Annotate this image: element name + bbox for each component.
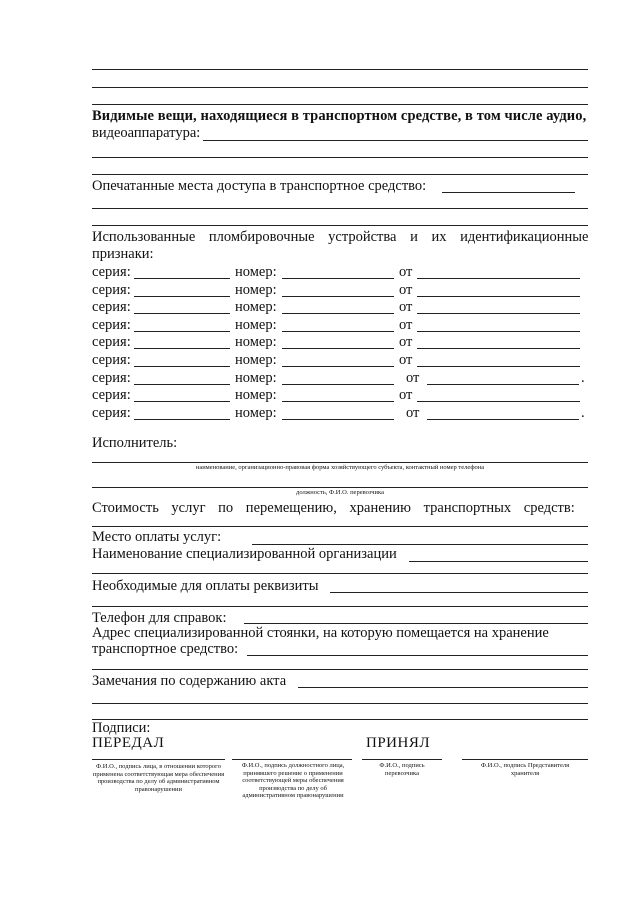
sealed-places-label: Опечатанные места доступа в транспортное средство:	[92, 178, 427, 194]
seal-row	[92, 405, 588, 422]
seal-number-label: номер:	[235, 264, 277, 280]
seal-row	[92, 282, 588, 299]
seal-number-field[interactable]	[282, 313, 394, 314]
seal-date-label: от	[399, 387, 413, 404]
blank-line[interactable]	[92, 573, 588, 574]
signature-line-official[interactable]	[232, 759, 352, 760]
remarks-field[interactable]	[298, 687, 588, 688]
seal-date-label: от	[399, 316, 413, 333]
seal-date-field[interactable]	[417, 331, 580, 332]
signatures-label: Подписи:	[92, 720, 151, 736]
phone-field[interactable]	[244, 623, 588, 624]
parking-address-label-line2: транспортное средство:	[92, 641, 239, 657]
received-label: ПРИНЯЛ	[366, 735, 431, 751]
seal-date-label: от	[399, 264, 413, 280]
seal-series-label: серия:	[92, 387, 131, 404]
seal-date-label: от	[399, 352, 413, 368]
seal-date-field[interactable]	[417, 313, 580, 314]
seal-date-field[interactable]	[417, 401, 580, 402]
parking-address-field[interactable]	[247, 655, 588, 656]
seal-number-label: номер:	[235, 316, 277, 333]
seal-date-field[interactable]	[427, 419, 579, 420]
signature-line-keeper[interactable]	[462, 759, 588, 760]
visible-items-label-line2: видеоаппаратура:	[92, 125, 201, 141]
cost-label: Стоимость услуг по перемещению, хранению транспортных средств:	[92, 500, 575, 516]
seal-date-label: от	[406, 404, 420, 421]
seal-date-label: от	[406, 369, 420, 386]
seal-number-field[interactable]	[282, 278, 394, 279]
seal-series-field[interactable]	[134, 366, 230, 367]
blank-line[interactable]	[92, 208, 588, 209]
blank-line[interactable]	[92, 225, 588, 226]
seal-number-label: номер:	[235, 281, 277, 298]
seal-number-field[interactable]	[282, 296, 394, 297]
signature-line-violator[interactable]	[92, 759, 225, 760]
signature-caption-official: Ф.И.О., подпись должностного лица, принявшего решение о применении соответствующей меры обеспечения производства по делу об административном правонарушении	[241, 762, 345, 799]
requisites-label: Необходимые для оплаты реквизиты	[92, 578, 319, 594]
seal-series-field[interactable]	[134, 348, 230, 349]
seal-row-end-dot: .	[581, 404, 585, 421]
seal-row	[92, 370, 588, 387]
seal-series-field[interactable]	[134, 331, 230, 332]
seal-series-field[interactable]	[134, 384, 230, 385]
seal-series-label: серия:	[92, 281, 131, 298]
seal-row	[92, 334, 588, 351]
seal-row	[92, 317, 588, 334]
executor-label: Исполнитель:	[92, 435, 178, 451]
seal-row	[92, 352, 588, 369]
seal-date-field[interactable]	[427, 384, 579, 385]
seal-date-label: от	[399, 281, 413, 298]
executor-caption-1: наименование, организационно-правовая форма хозяйствующего субъекта, контактный номер телефона	[195, 464, 485, 471]
blank-line[interactable]	[92, 719, 588, 720]
remarks-label: Замечания по содержанию акта	[92, 673, 287, 689]
seal-series-field[interactable]	[134, 313, 230, 314]
signature-line-carrier[interactable]	[362, 759, 442, 760]
seal-series-field[interactable]	[134, 296, 230, 297]
seal-date-field[interactable]	[417, 348, 580, 349]
seal-date-field[interactable]	[417, 366, 580, 367]
signature-caption-carrier: Ф.И.О., подпись перевозчика	[379, 762, 425, 777]
seal-number-field[interactable]	[282, 366, 394, 367]
seal-series-label: серия:	[92, 369, 131, 386]
org-name-label: Наименование специализированной организации	[92, 546, 397, 562]
seal-series-field[interactable]	[134, 401, 230, 402]
seal-number-label: номер:	[235, 404, 277, 421]
handed-label: ПЕРЕДАЛ	[92, 735, 165, 751]
seal-number-label: номер:	[235, 369, 277, 386]
seal-number-label: номер:	[235, 299, 277, 316]
seal-devices-label-line1: Использованные пломбировочные устройства и их идентификационные	[92, 229, 589, 245]
visible-items-field[interactable]	[203, 140, 588, 141]
blank-line[interactable]	[92, 174, 588, 175]
seal-series-field[interactable]	[134, 278, 230, 279]
phone-label: Телефон для справок:	[92, 610, 227, 626]
seal-series-label: серия:	[92, 316, 131, 333]
seal-series-label: серия:	[92, 404, 131, 421]
visible-items-label-line1: Видимые вещи, находящиеся в транспортном средстве, в том числе аудио,	[92, 108, 587, 124]
cost-field[interactable]	[92, 526, 588, 527]
seal-number-field[interactable]	[282, 331, 394, 332]
requisites-field[interactable]	[330, 592, 588, 593]
blank-line[interactable]	[92, 157, 588, 158]
executor-caption-2: должность, Ф.И.О. перевозчика	[296, 489, 384, 496]
parking-address-label-line1: Адрес специализированной стоянки, на которую помещается на хранение	[92, 625, 549, 641]
seal-number-label: номер:	[235, 334, 277, 351]
seal-number-label: номер:	[235, 387, 277, 404]
seal-date-label: от	[399, 299, 413, 316]
blank-line[interactable]	[92, 669, 588, 670]
blank-line[interactable]	[92, 606, 588, 607]
seal-series-label: серия:	[92, 334, 131, 351]
seal-row-end-dot: .	[581, 369, 585, 386]
seal-date-field[interactable]	[417, 278, 580, 279]
signature-caption-violator: Ф.И.О., подпись лица, в отношении которого применена соответствующая мера обеспечения производства по делу об административном правонарушении	[92, 763, 225, 793]
seal-row	[92, 387, 588, 404]
seal-series-label: серия:	[92, 264, 131, 280]
blank-line[interactable]	[92, 69, 588, 70]
seal-number-field[interactable]	[282, 419, 394, 420]
executor-field[interactable]	[92, 462, 588, 463]
seal-number-field[interactable]	[282, 384, 394, 385]
blank-line[interactable]	[92, 87, 588, 88]
seal-devices-label-line2: признаки:	[92, 246, 154, 262]
payment-place-field[interactable]	[252, 544, 588, 545]
org-name-field[interactable]	[409, 561, 588, 562]
sealed-places-field[interactable]	[442, 192, 575, 193]
seal-date-field[interactable]	[417, 296, 580, 297]
seal-row	[92, 299, 588, 316]
seal-row	[92, 264, 588, 281]
blank-line[interactable]	[92, 703, 588, 704]
seal-number-label: номер:	[235, 352, 277, 368]
carrier-field[interactable]	[92, 487, 588, 488]
signature-caption-keeper: Ф.И.О., подпись Представителя хранителя	[480, 762, 570, 777]
seal-number-field[interactable]	[282, 348, 394, 349]
seal-series-label: серия:	[92, 352, 131, 368]
blank-line[interactable]	[92, 104, 588, 105]
seal-series-field[interactable]	[134, 419, 230, 420]
seal-number-field[interactable]	[282, 401, 394, 402]
seal-date-label: от	[399, 334, 413, 351]
payment-place-label: Место оплаты услуг:	[92, 529, 222, 545]
seal-series-label: серия:	[92, 299, 131, 316]
